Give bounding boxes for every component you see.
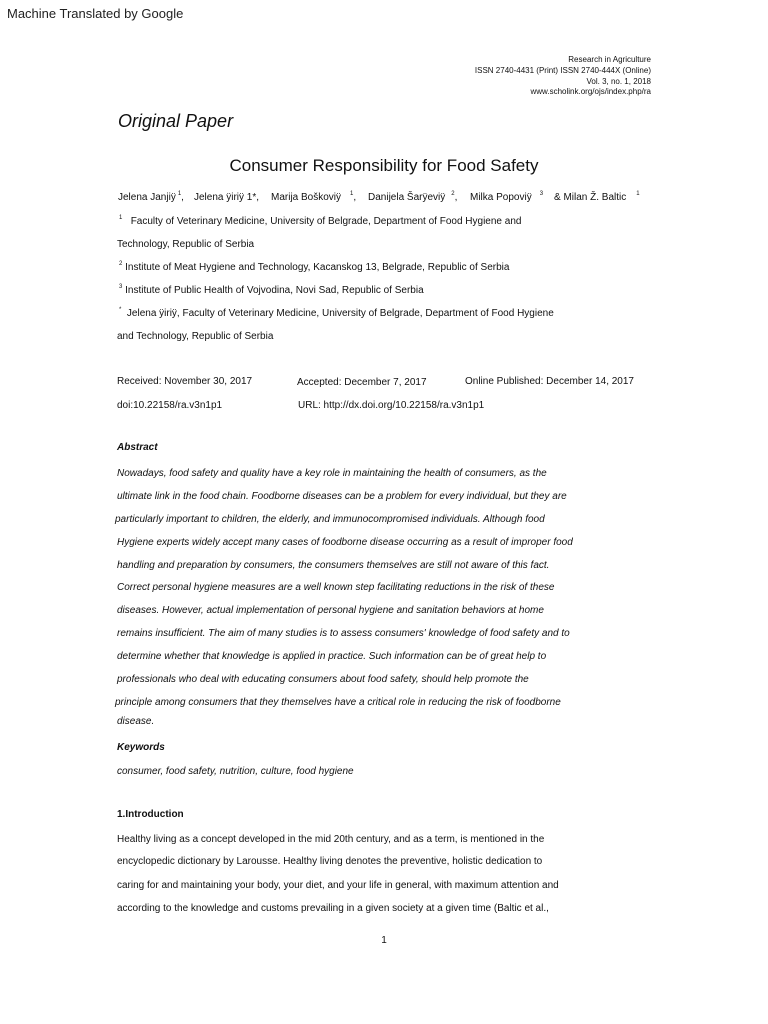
author-sup: 3	[539, 191, 544, 197]
doi-url[interactable]: URL: http://dx.doi.org/10.22158/ra.v3n1p1	[298, 400, 485, 411]
affiliation-sup: 2	[119, 261, 123, 267]
body-line: encyclopedic dictionary by Larousse. Healthy living denotes the preventive, holistic dedication to	[117, 856, 543, 867]
abstract-line: Nowadays, food safety and quality have a key role in maintaining the health of consumers, as the	[117, 468, 547, 479]
abstract-line: particularly important to children, the elderly, and immunocompromised individuals. Although food	[115, 514, 545, 525]
body-line: Healthy living as a concept developed in the mid 20th century, and as a term, is mentioned in the	[117, 834, 545, 845]
affiliation-line: Jelena ÿiriÿ, Faculty of Veterinary Medicine, University of Belgrade, Department of Food Hygiene	[126, 308, 554, 319]
journal-issn: ISSN 2740-4431 (Print) ISSN 2740-444X (Online)	[474, 66, 651, 75]
abstract-heading: Abstract	[117, 442, 158, 453]
affiliation-2	[117, 262, 509, 273]
affiliation-sup: 3	[119, 284, 123, 290]
author-sup: 1	[350, 191, 354, 197]
affiliation-sup: 1	[119, 215, 123, 221]
affiliation-line: Institute of Public Health of Vojvodina, Novi Sad, Republic of Serbia	[125, 285, 424, 296]
author-name: Marija Boškoviÿ	[271, 192, 342, 203]
affiliation-3	[117, 285, 424, 296]
author-separator: ,	[353, 192, 357, 203]
author-separator: ,	[181, 192, 184, 203]
keywords-heading: Keywords	[117, 742, 165, 753]
author-sup: 1	[177, 191, 182, 197]
doi: doi:10.22158/ra.v3n1p1	[117, 400, 223, 411]
author-sup: 1	[636, 191, 640, 197]
abstract-line: professionals who deal with educating consumers about food safety, should help promote the	[117, 674, 529, 685]
machine-translation-banner: Machine Translated by Google	[7, 6, 184, 21]
author-name: Milka Popoviÿ	[470, 192, 532, 203]
affiliation-sup: *	[119, 307, 122, 313]
abstract-line: determine whether that knowledge is applied in practice. Such information can be of great help to	[117, 651, 547, 662]
journal-name: Research in Agriculture	[568, 55, 651, 64]
abstract-line: ultimate link in the food chain. Foodborne diseases can be a problem for every individual, but they are	[117, 491, 567, 502]
affiliation-line: Technology, Republic of Serbia	[117, 239, 255, 250]
affiliation-corresponding	[117, 308, 554, 319]
published-date: Online Published: December 14, 2017	[465, 376, 634, 387]
abstract-line: principle among consumers that they themselves have a critical role in reducing the risk of foodborne	[115, 697, 561, 708]
introduction-heading: 1.Introduction	[117, 809, 184, 820]
affiliation-1-cont	[117, 239, 254, 250]
affiliation-1	[117, 216, 521, 227]
author-6	[554, 192, 640, 203]
affiliation-corresponding-cont	[117, 331, 273, 342]
author-5	[470, 192, 543, 203]
affiliation-line: Faculty of Veterinary Medicine, University of Belgrade, Department of Food Hygiene and	[130, 216, 522, 227]
journal-url[interactable]: www.scholink.org/ojs/index.php/ra	[530, 87, 651, 96]
paper-type: Original Paper	[118, 111, 234, 131]
affiliation-line: and Technology, Republic of Serbia	[117, 331, 274, 342]
author-name: Jelena ÿiriÿ 1*,	[194, 192, 260, 203]
body-line: caring for and maintaining your body, your diet, and your life in general, with maximum attention and	[117, 880, 559, 891]
abstract-line: disease.	[117, 716, 155, 727]
page-number: 1	[381, 935, 387, 946]
accepted-date: Accepted: December 7, 2017	[297, 377, 427, 388]
author-3	[271, 192, 356, 203]
author-separator: ,	[454, 192, 458, 203]
paper-title: Consumer Responsibility for Food Safety	[229, 156, 539, 175]
keywords-text: consumer, food safety, nutrition, culture, food hygiene	[117, 766, 354, 777]
abstract-line: handling and preparation by consumers, the consumers themselves are still not aware of this fact.	[117, 560, 550, 571]
affiliation-line: Institute of Meat Hygiene and Technology, Kacanskog 13, Belgrade, Republic of Serbia	[125, 262, 510, 273]
received-date: Received: November 30, 2017	[117, 376, 253, 387]
abstract-line: Correct personal hygiene measures are a well known step facilitating reductions in the risk of these	[117, 582, 555, 593]
author-4	[368, 192, 457, 203]
author-sup: 2	[451, 191, 455, 197]
journal-volume: Vol. 3, no. 1, 2018	[586, 77, 651, 86]
author-name: & Milan Ž. Baltic	[554, 192, 627, 203]
author-name: Danijela Šarÿeviÿ	[368, 192, 446, 203]
author-name: Jelena Janjiÿ	[118, 192, 176, 203]
abstract-line: Hygiene experts widely accept many cases of foodborne disease occurring as a result of improper food	[117, 537, 573, 548]
abstract-line: diseases. However, actual implementation of personal hygiene and sanitation behaviors at home	[117, 605, 544, 616]
body-line: according to the knowledge and customs prevailing in a given society at a given time (Baltic et al.,	[117, 903, 549, 914]
abstract-line: remains insufficient. The aim of many studies is to assess consumers' knowledge of food safety and to	[117, 628, 570, 639]
author-1	[118, 192, 184, 203]
author-2	[194, 192, 259, 203]
